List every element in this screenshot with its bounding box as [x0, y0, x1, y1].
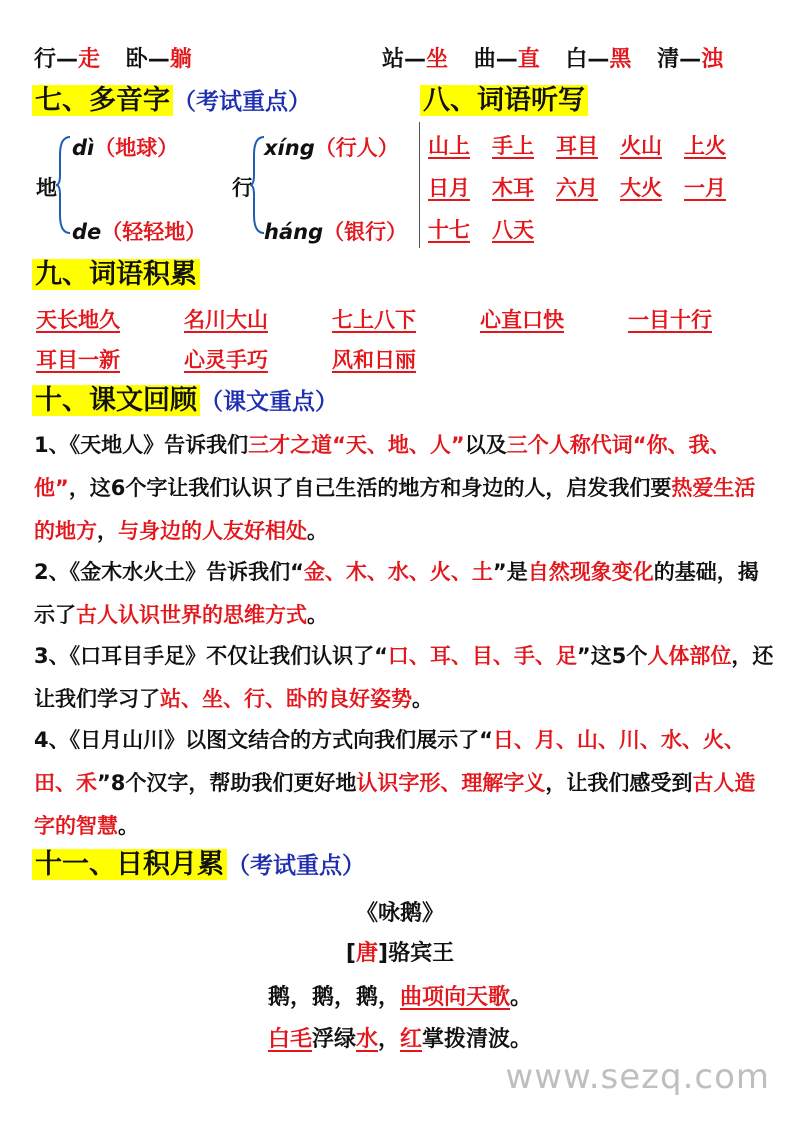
poem-line-2: 白毛浮绿水，红掌拨清波。 [267, 1027, 533, 1052]
section-8-heading [420, 82, 588, 120]
dictation-word: 大火 [620, 176, 662, 200]
section-10-heading [32, 382, 338, 421]
section-7-heading [32, 82, 311, 121]
antonym-pair: 站—坐 [382, 47, 449, 72]
antonym-row-right [382, 42, 723, 73]
dictation-word: 六月 [556, 176, 598, 200]
dictation-word: 木耳 [492, 176, 534, 200]
idiom: 心灵手巧 [184, 348, 268, 372]
idiom: 七上八下 [332, 308, 416, 332]
idiom: 名川大山 [184, 308, 268, 332]
poly-entry: háng（银行） [264, 220, 408, 244]
idiom: 心直口快 [480, 308, 564, 332]
review-paragraph-2: 2、《金木水火土》告诉我们“金、木、水、火、土”是自然现象变化的基础，揭示了古人认识世界的思维方式。 [34, 560, 759, 627]
idiom: 天长地久 [36, 308, 120, 332]
dictation-word: 手上 [492, 134, 534, 158]
divider [419, 122, 420, 248]
dictation-word: 山上 [428, 134, 470, 158]
antonym-pair: 曲—直 [473, 47, 540, 72]
dictation-row [428, 214, 556, 244]
review-paragraph-4: 4、《日月山川》以图文结合的方式向我们展示了“日、月、山、川、水、火、田、禾”8个汉字，帮助我们更好地认识字形、理解字义，让我们感受到古人造字的智慧。 [34, 728, 756, 838]
section-title: 八、词语听写 [420, 85, 588, 116]
section-note: （考试重点） [173, 89, 311, 115]
review-paragraph-3: 3、《口耳目手足》不仅让我们认识了“口、耳、目、手、足”这5个人体部位，还让我们学习了站、坐、行、卧的良好姿势。 [34, 644, 774, 711]
idiom: 风和日丽 [332, 348, 416, 372]
poly-entry: dì（地球） [72, 136, 179, 160]
section-note: （课文重点） [200, 389, 338, 415]
dictation-word: 上火 [684, 134, 726, 158]
section-title: 十一、日积月累 [32, 849, 227, 880]
poly-char-di: 地 [36, 176, 57, 200]
section-title: 十、课文回顾 [32, 385, 200, 416]
antonym-pair: 卧—躺 [125, 47, 192, 72]
idiom: 一目十行 [628, 308, 712, 332]
antonym-pair: 行—走 [34, 47, 101, 72]
dictation-word: 耳目 [556, 134, 598, 158]
dictation-row [428, 130, 748, 160]
poly-char-xing: 行 [232, 176, 253, 200]
poem-title: 《咏鹅》 [355, 901, 444, 926]
dictation-word: 十七 [428, 218, 470, 242]
poem-author: [唐]骆宾王 [345, 941, 455, 966]
dictation-word: 一月 [684, 176, 726, 200]
review-paragraph-1: 1、《天地人》告诉我们三才之道“天、地、人”以及三个人称代词“你、我、他”，这6个字让我们认识了自己生活的地方和身边的人，启发我们要热爱生活的地方，与身边的人友好相处。 [34, 433, 756, 543]
section-11-heading [32, 846, 365, 885]
section-title: 九、词语积累 [32, 259, 200, 290]
poem-line-1: 鹅，鹅，鹅，曲项向天歌。 [267, 985, 533, 1010]
poly-entry: xíng（行人） [264, 136, 399, 160]
dictation-word: 八天 [492, 218, 534, 242]
dictation-word: 火山 [620, 134, 662, 158]
antonym-pair: 白—黑 [565, 47, 632, 72]
dictation-row [428, 172, 748, 202]
section-note: （考试重点） [227, 853, 365, 879]
dictation-word: 日月 [428, 176, 470, 200]
antonym-pair: 清—浊 [657, 47, 724, 72]
brace-icon [56, 135, 72, 235]
section-9-heading [32, 256, 200, 294]
poly-entry: de（轻轻地） [72, 220, 207, 244]
idiom: 耳目一新 [36, 348, 120, 372]
section-title: 七、多音字 [32, 85, 173, 116]
watermark: www.sezq.com [505, 1057, 770, 1097]
antonym-row [34, 42, 192, 73]
